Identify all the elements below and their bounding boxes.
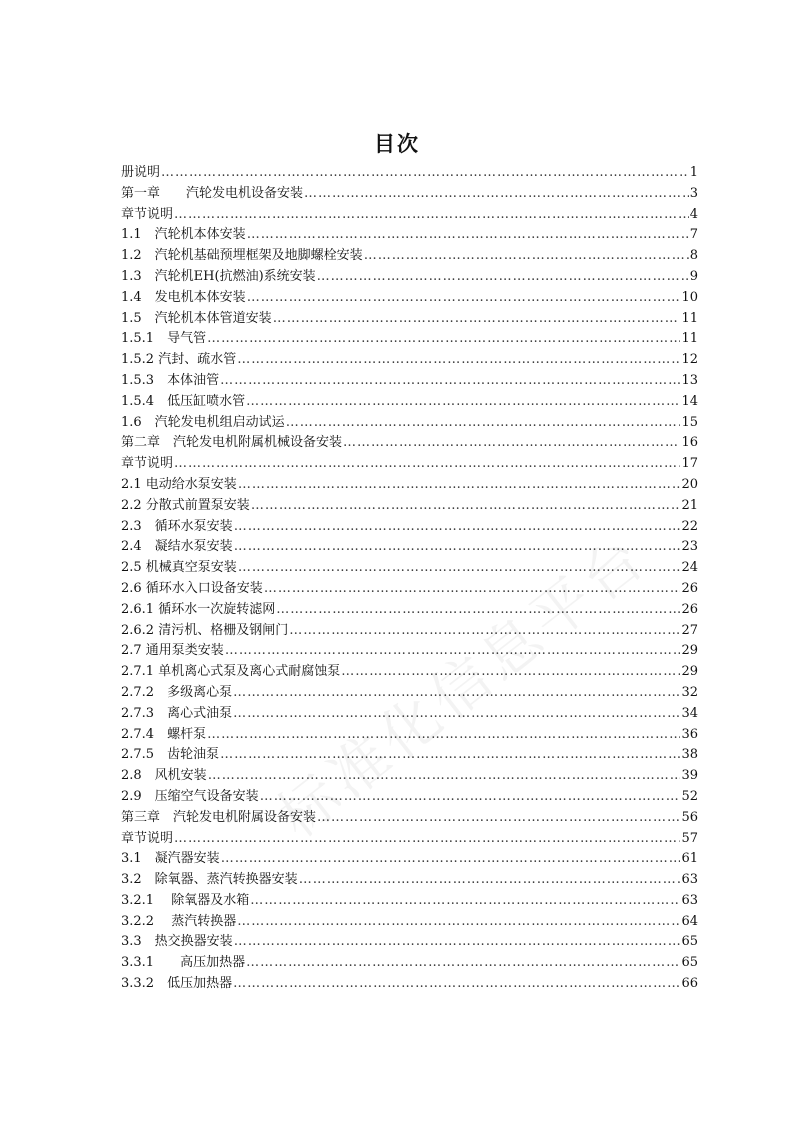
toc-entry[interactable]	[121, 579, 698, 600]
toc-entry-label: 第三章 汽轮发电机附属设备安装	[121, 809, 317, 825]
dot-leader	[289, 621, 680, 642]
toc-entry-page: 65	[681, 955, 698, 971]
toc-entry[interactable]	[121, 288, 698, 309]
toc-entry-page: 11	[681, 310, 698, 326]
toc-entry-page: 29	[681, 643, 698, 659]
toc-entry-label: 2.7 通用泵类安装	[121, 643, 224, 659]
toc-entry[interactable]	[121, 371, 698, 392]
toc-entry[interactable]	[121, 870, 698, 891]
toc-entry[interactable]	[121, 704, 698, 725]
toc-entry-page: 24	[681, 560, 698, 576]
toc-entry[interactable]	[121, 537, 698, 558]
toc-entry-page: 23	[681, 539, 698, 555]
toc-entry-label: 2.6 循环水入口设备安装	[121, 580, 263, 596]
toc-entry-label: 2.7.1 单机离心式泵及离心式耐腐蚀泵	[121, 664, 341, 680]
toc-entry-label: 2.1 电动给水泵安装	[121, 476, 237, 492]
toc-entry-label: 第二章 汽轮发电机附属机械设备安装	[121, 435, 343, 451]
toc-entry-label: 第一章 汽轮发电机设备安装	[121, 185, 304, 201]
dot-leader	[343, 433, 680, 454]
toc-entry-label: 2.4 凝结水泵安装	[121, 539, 233, 555]
toc-entry-page: 12	[681, 352, 698, 368]
dot-leader	[251, 496, 681, 517]
toc-entry-label: 1.5.1 导气管	[121, 331, 207, 347]
toc-entry-page: 63	[681, 872, 698, 888]
dot-leader	[234, 537, 681, 558]
toc-entry-page: 38	[681, 747, 698, 763]
dot-leader	[237, 350, 680, 371]
toc-entry[interactable]	[121, 829, 698, 850]
toc-entry-label: 3.1 凝汽器安装	[121, 851, 220, 867]
toc-entry-label: 3.2.2 蒸汽转换器	[121, 913, 237, 929]
toc-entry-label: 2.3 循环水泵安装	[121, 518, 233, 534]
toc-entry[interactable]	[121, 350, 698, 371]
toc-entry[interactable]	[121, 163, 698, 184]
dot-leader	[247, 225, 689, 246]
toc-entry-label: 3.3 热交换器安装	[121, 934, 233, 950]
dot-leader	[246, 392, 680, 413]
toc-entry[interactable]	[121, 662, 698, 683]
toc-entry-page: 10	[681, 289, 698, 305]
toc-entry-page: 7	[689, 227, 698, 243]
toc-entry-label: 3.2.1 除氧器及水箱	[121, 892, 250, 908]
dot-leader	[233, 704, 680, 725]
dot-leader	[221, 849, 681, 870]
dot-leader	[208, 766, 681, 787]
toc-entry[interactable]	[121, 329, 698, 350]
toc-entry-page: 21	[681, 497, 698, 513]
dot-leader	[286, 413, 681, 434]
dot-leader	[273, 309, 681, 330]
dot-leader	[174, 829, 680, 850]
toc-entry[interactable]	[121, 267, 698, 288]
toc-entry-label: 册说明	[121, 165, 161, 180]
toc-entry-label: 1.5.3 本体油管	[121, 372, 220, 388]
toc-entry-label: 2.9 压缩空气设备安装	[121, 788, 259, 804]
toc-entry-page: 56	[681, 809, 698, 825]
dot-leader	[207, 329, 680, 350]
toc-entry[interactable]	[121, 496, 698, 517]
toc-entry-label: 1.1 汽轮机本体安装	[121, 227, 246, 243]
toc-entry-page: 20	[681, 476, 698, 492]
toc-entry[interactable]	[121, 558, 698, 579]
dot-leader	[233, 974, 680, 995]
toc-entry-label: 2.5 机械真空泵安装	[121, 560, 237, 576]
toc-entry-page: 3	[689, 185, 698, 201]
toc-entry[interactable]	[121, 912, 698, 933]
dot-leader	[250, 891, 680, 912]
toc-entry-label: 2.7.2 多级离心泵	[121, 684, 233, 700]
toc-entry-page: 26	[681, 601, 698, 617]
toc-entry-page: 14	[681, 393, 698, 409]
toc-entry-label: 2.7.5 齿轮油泵	[121, 747, 220, 763]
toc-entry-page: 29	[681, 664, 698, 680]
toc-entry[interactable]	[121, 475, 698, 496]
toc-entry[interactable]	[121, 974, 698, 995]
toc-entry-page: 15	[681, 414, 698, 430]
toc-entry[interactable]	[121, 205, 698, 226]
toc-entry-label: 章节说明	[121, 206, 174, 222]
toc-entry-label: 章节说明	[121, 830, 174, 846]
toc-entry-page: 27	[681, 622, 698, 638]
toc-entry-label: 2.6.1 循环水一次旋转滤网	[121, 601, 276, 617]
toc-entry-page: 17	[681, 456, 698, 472]
dot-leader	[174, 454, 680, 475]
dot-leader	[174, 205, 689, 226]
toc-entry[interactable]	[121, 787, 698, 808]
toc-entry-label: 3.2 除氧器、蒸汽转换器安装	[121, 872, 298, 888]
toc-entry[interactable]	[121, 621, 698, 642]
toc-entry-page: 26	[681, 580, 698, 596]
toc-entry-page: 66	[681, 976, 698, 992]
dot-leader	[304, 184, 689, 205]
toc-entry[interactable]	[121, 932, 698, 953]
toc-entry-label: 1.2 汽轮机基础预埋框架及地脚螺栓安装	[121, 248, 363, 264]
toc-entry-label: 1.5.2 汽封、疏水管	[121, 352, 237, 368]
toc-entry[interactable]	[121, 600, 698, 621]
dot-leader	[207, 725, 680, 746]
toc-entry[interactable]	[121, 246, 698, 267]
dot-leader	[260, 787, 681, 808]
toc-entry-page: 8	[689, 248, 698, 264]
toc-entry-page: 32	[681, 684, 698, 700]
dot-leader	[238, 558, 681, 579]
toc-entry[interactable]	[121, 683, 698, 704]
toc-entry-page: 64	[681, 913, 698, 929]
toc-entry-label: 1.6 汽轮发电机组启动试运	[121, 414, 285, 430]
toc-entry-page: 13	[681, 372, 698, 388]
toc-entry-page: 61	[681, 851, 698, 867]
toc-entry-label: 2.7.4 螺杆泵	[121, 726, 207, 742]
toc-entry-label: 2.7.3 离心式油泵	[121, 705, 233, 721]
dot-leader	[264, 579, 681, 600]
toc-entry-page: 1	[689, 165, 698, 180]
dot-leader	[341, 662, 680, 683]
toc-entry-page: 52	[681, 788, 698, 804]
toc-entry-label: 1.3 汽轮机EH(抗燃油)系统安装	[121, 268, 316, 284]
dot-leader	[364, 246, 689, 267]
toc-entry-page: 57	[681, 830, 698, 846]
toc-entry[interactable]	[121, 766, 698, 787]
toc-entry-page: 22	[681, 518, 698, 534]
dot-leader	[317, 808, 680, 829]
toc-entry-label: 2.6.2 清污机、格栅及钢闸门	[121, 622, 289, 638]
toc-entry[interactable]	[121, 184, 698, 205]
toc-entry-page: 36	[681, 726, 698, 742]
dot-leader	[161, 163, 689, 184]
dot-leader	[234, 517, 681, 538]
dot-leader	[247, 288, 681, 309]
dot-leader	[220, 745, 680, 766]
toc-entry-label: 1.5 汽轮机本体管道安装	[121, 310, 272, 326]
toc-entry-page: 9	[689, 268, 698, 284]
dot-leader	[317, 267, 689, 288]
dot-leader	[276, 600, 680, 621]
dot-leader	[225, 641, 681, 662]
toc-entry-page: 4	[689, 206, 698, 222]
toc-entry[interactable]	[121, 392, 698, 413]
toc-entry-page: 16	[681, 435, 698, 451]
toc-entry-label: 3.3.1 高压加热器	[121, 955, 246, 971]
toc-entry-page: 63	[681, 892, 698, 908]
dot-leader	[233, 683, 680, 704]
toc-entry-page: 11	[681, 331, 698, 347]
toc-entry-label: 2.2 分散式前置泵安装	[121, 497, 250, 513]
toc-entry-page: 39	[681, 768, 698, 784]
toc-entry[interactable]	[121, 745, 698, 766]
toc-entry[interactable]	[121, 725, 698, 746]
toc-entry-label: 章节说明	[121, 456, 174, 472]
toc-entry-page: 65	[681, 934, 698, 950]
toc-entry[interactable]	[121, 641, 698, 662]
toc-entry[interactable]	[121, 517, 698, 538]
toc-entry-label: 1.5.4 低压缸喷水管	[121, 393, 246, 409]
dot-leader	[246, 953, 680, 974]
toc-entry[interactable]	[121, 454, 698, 475]
dot-leader	[234, 932, 681, 953]
dot-leader	[238, 475, 681, 496]
toc-entry-page: 34	[681, 705, 698, 721]
page-title: 目次	[374, 132, 420, 156]
toc-entry[interactable]	[121, 849, 698, 870]
dot-leader	[237, 912, 680, 933]
toc-entry[interactable]	[121, 225, 698, 246]
toc-entry[interactable]	[121, 413, 698, 434]
toc-entry[interactable]	[121, 309, 698, 330]
toc-entry-label: 3.3.2 低压加热器	[121, 976, 233, 992]
toc-entry[interactable]	[121, 808, 698, 829]
toc-entry[interactable]	[121, 433, 698, 454]
dot-leader	[220, 371, 680, 392]
toc-entry-label: 2.8 风机安装	[121, 768, 207, 784]
toc-entry[interactable]	[121, 953, 698, 974]
dot-leader	[299, 870, 681, 891]
toc-entry-label: 1.4 发电机本体安装	[121, 289, 246, 305]
table-of-contents	[121, 163, 698, 995]
toc-entry[interactable]	[121, 891, 698, 912]
